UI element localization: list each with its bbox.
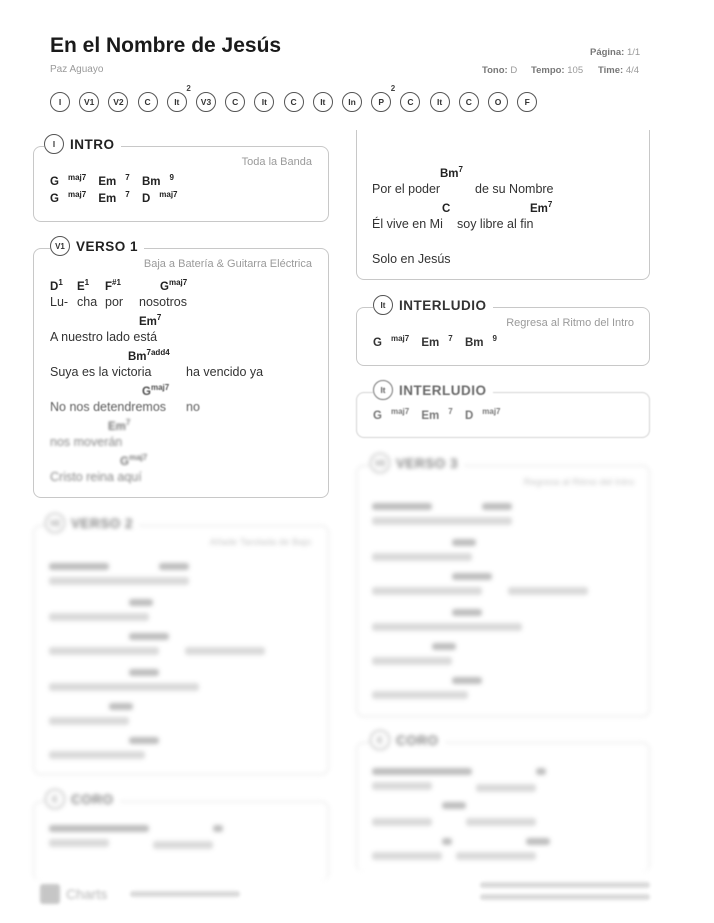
charts-logo-icon — [40, 884, 60, 904]
roadmap-label: It — [174, 97, 180, 107]
roadmap-item[interactable] — [196, 92, 216, 112]
section-interludio-2-header[interactable] — [373, 380, 493, 400]
roadmap-item[interactable] — [79, 92, 99, 112]
roadmap-label: O — [494, 97, 502, 107]
lyric: Solo en Jesús — [372, 252, 451, 266]
page-footer — [40, 880, 660, 910]
roadmap-label: F — [524, 97, 530, 107]
chord-row: G $^{maj7}$ Em $^7$ Bm $^9$ — [50, 173, 174, 188]
tempo-indicator: Tempo: 105 — [531, 65, 584, 76]
roadmap-item[interactable] — [167, 84, 191, 112]
roadmap-item[interactable] — [517, 92, 537, 112]
time-signature: Time: 4/4 — [598, 65, 640, 76]
section-title: INTERLUDIO — [399, 297, 487, 313]
lyric: No nos detendremos — [50, 400, 167, 414]
lyric: por — [105, 295, 124, 309]
roadmap-label: It — [320, 97, 326, 107]
section-note: Baja a Batería & Guitarra Eléctrica — [143, 258, 312, 270]
section-coro-right — [356, 730, 650, 870]
section-badge: It — [373, 380, 393, 400]
section-verso-3 — [356, 453, 650, 717]
roadmap-label: V2 — [113, 97, 124, 107]
roadmap-item[interactable] — [108, 92, 128, 112]
section-badge: V3 — [370, 453, 390, 473]
section-title: CORO — [71, 791, 114, 807]
section-badge: It — [373, 295, 393, 315]
roadmap-item[interactable] — [225, 92, 245, 112]
roadmap-item[interactable] — [371, 84, 396, 112]
lyric: cha — [77, 295, 98, 309]
roadmap-item[interactable] — [342, 92, 362, 112]
roadmap-item[interactable] — [254, 92, 274, 112]
roadmap-item[interactable] — [459, 92, 479, 112]
chord: Bm$^7$ — [440, 165, 463, 180]
lyric: soy libre al fin — [457, 217, 534, 231]
lyric: Suya es la victoria — [50, 365, 152, 379]
roadmap-label: C — [232, 97, 239, 107]
chord: $F^{\#1}$ — [105, 278, 121, 293]
lyric: nos moverán — [50, 435, 123, 449]
roadmap-label: P — [378, 97, 385, 107]
section-coro-left — [33, 789, 329, 869]
lyric: nosotros — [139, 295, 187, 309]
chord: $G^{maj7}$ — [120, 453, 148, 468]
section-title: INTERLUDIO — [399, 382, 487, 398]
lyric: de su Nombre — [475, 182, 554, 196]
roadmap-label: C — [144, 97, 151, 107]
lyric: Cristo reina aquí — [50, 470, 142, 484]
chord: $D^1$ — [50, 278, 63, 293]
section-note: Regresa al Ritmo del Intro — [506, 317, 634, 329]
section-interludio-1-header[interactable] — [373, 295, 493, 315]
repeat-count: 2 — [186, 84, 191, 93]
song-artist: Paz Aguayo — [50, 64, 104, 75]
chord: $G^{maj7}$ — [142, 383, 170, 398]
roadmap-label: V1 — [83, 97, 95, 107]
chord: $E^1$ — [77, 278, 90, 293]
section-title: VERSO 2 — [71, 515, 134, 531]
chord-row: G $^{maj7}$ Em $^7$ D $^{maj7}$ — [373, 407, 501, 422]
chord: $Bm^{7add4}$ — [128, 348, 170, 363]
roadmap-item[interactable] — [400, 92, 420, 112]
roadmap-item[interactable] — [50, 92, 70, 112]
lyric: ha vencido ya — [186, 365, 264, 379]
chord: C — [442, 203, 451, 215]
section-badge: V1 — [50, 236, 70, 256]
roadmap-label: C — [465, 97, 472, 107]
section-note: Regresa al Ritmo del Intro — [523, 477, 634, 488]
section-intro-header[interactable] — [44, 134, 121, 154]
roadmap-label: I — [58, 97, 62, 107]
section-badge: C — [370, 730, 390, 750]
section-note: Añade Tarolada de Bajo — [209, 537, 311, 548]
section-title: CORO — [396, 732, 439, 748]
chord-row: G $^{maj7}$ Em $^7$ Bm $^9$ — [373, 334, 497, 349]
roadmap-item[interactable] — [284, 92, 304, 112]
section-title: VERSO 3 — [396, 455, 459, 471]
chord-row: G $^{maj7}$ Em $^7$ D $^{maj7}$ — [50, 190, 178, 205]
section-note: Toda la Banda — [241, 156, 312, 168]
lyric: Él vive en Mi — [372, 217, 443, 231]
page-indicator: Página: 1/1 — [590, 47, 641, 58]
roadmap-label: In — [348, 97, 356, 107]
section-title: INTRO — [70, 136, 115, 152]
roadmap-label: C — [290, 97, 297, 107]
section-badge: V2 — [45, 513, 65, 533]
roadmap-label: V3 — [200, 97, 212, 107]
section-verso-1-header[interactable] — [50, 236, 144, 256]
section-title: VERSO 1 — [76, 238, 139, 254]
key-indicator: Tono: D — [482, 65, 518, 76]
lyric: Por el poder — [372, 182, 441, 196]
section-badge: C — [45, 789, 65, 809]
chord: $G^{maj7}$ — [160, 278, 188, 293]
lyric: Lu- — [50, 295, 69, 309]
roadmap-label: C — [407, 97, 414, 107]
roadmap-item[interactable] — [138, 92, 158, 112]
repeat-count: 2 — [390, 84, 396, 93]
roadmap-label: It — [261, 97, 267, 107]
roadmap-item[interactable] — [430, 92, 450, 112]
chord: Em$^7$ — [108, 418, 131, 433]
roadmap-item[interactable] — [313, 92, 333, 112]
chord: Em$^7$ — [139, 313, 162, 328]
roadmap-label: It — [436, 97, 443, 107]
footer-brand: Charts — [66, 886, 108, 902]
chord: Em$^7$ — [530, 200, 553, 215]
section-badge: I — [44, 134, 64, 154]
lyric: no — [186, 400, 200, 414]
song-title: En el Nombre de Jesús — [50, 34, 282, 57]
section-verso-2 — [33, 513, 329, 775]
roadmap-item[interactable] — [488, 92, 508, 112]
lyric: A nuestro lado está — [50, 330, 158, 344]
